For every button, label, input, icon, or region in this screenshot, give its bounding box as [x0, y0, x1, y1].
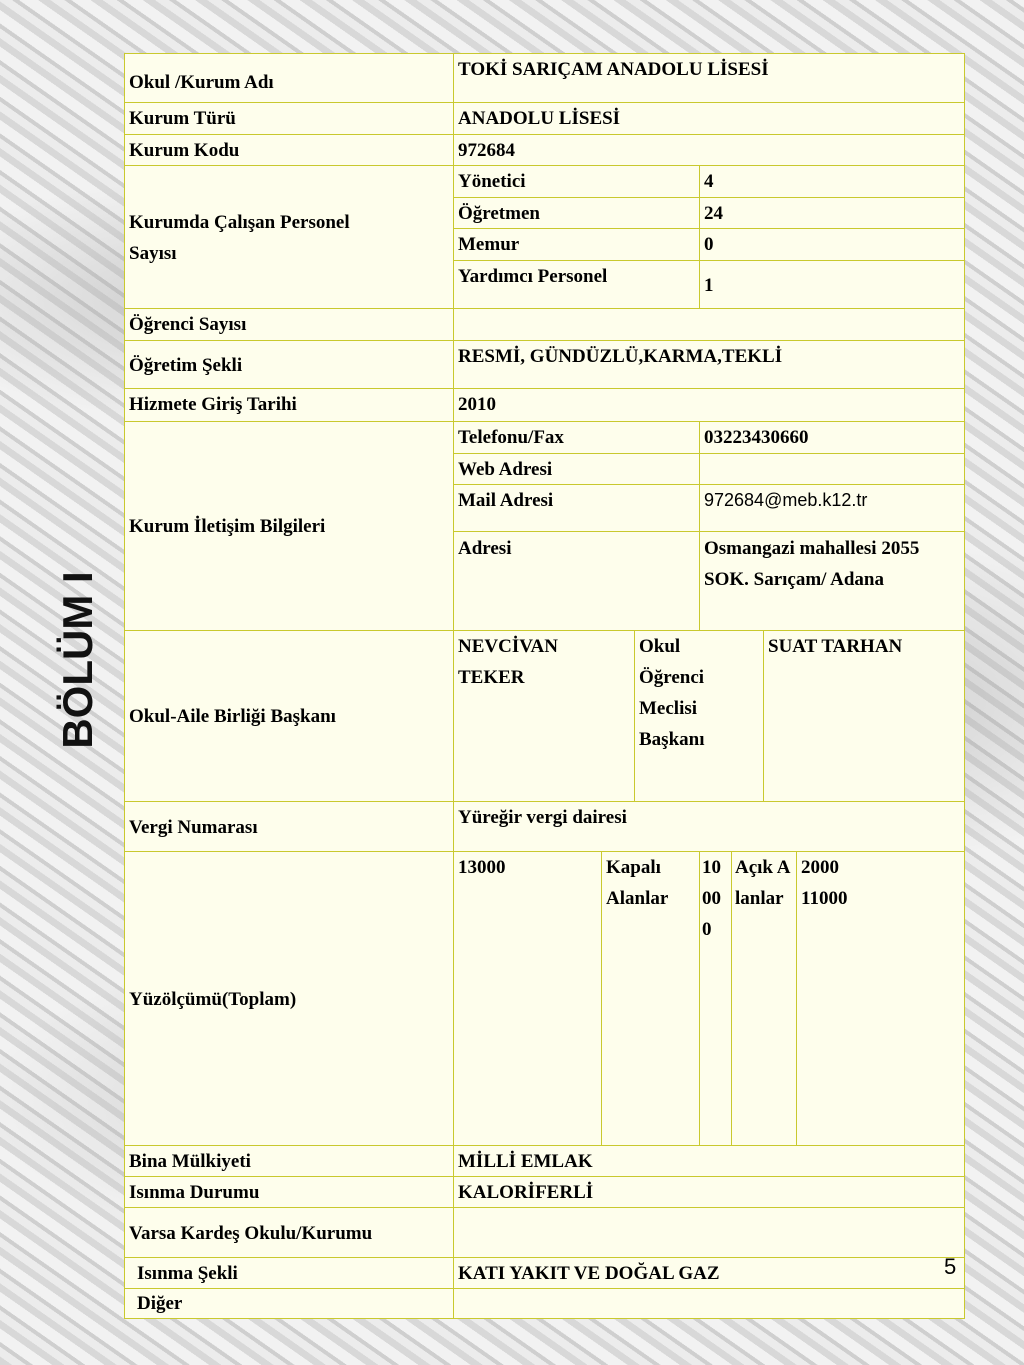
page-number: 5: [944, 1254, 957, 1279]
label-kurum-kodu: Kurum Kodu: [124, 134, 455, 167]
value-isinma-sekli: KATI YAKIT VE DOĞAL GAZ: [453, 1257, 965, 1290]
label-yonetici: Yönetici: [453, 165, 701, 199]
value-telefon: 03223430660: [699, 421, 965, 455]
label-bina: Bina Mülkiyeti: [124, 1145, 455, 1178]
label-kapali: Kapalı Alanlar: [601, 851, 701, 1147]
label-ogretim-sekli: Öğretim Şekli: [124, 340, 455, 390]
label-telefon: Telefonu/Fax: [453, 421, 701, 455]
value-okul-aile-text: NEVCİVAN TEKER: [458, 636, 558, 688]
value-kapali: 10000: [699, 851, 733, 1147]
label-okul-aile: Okul-Aile Birliği Başkanı: [124, 630, 455, 803]
label-meclis-text: Okul Öğrenci Meclisi Başkanı: [639, 636, 705, 750]
label-meclis: [634, 630, 765, 803]
value-web[interactable]: [699, 453, 965, 486]
value-acik-text: 2000 11000: [801, 857, 848, 909]
value-ogretim-sekli: RESMİ, GÜNDÜZLÜ,KARMA,TEKLİ: [453, 340, 965, 390]
label-diger: Diğer: [124, 1288, 455, 1319]
value-isinma-durumu: KALORİFERLİ: [453, 1176, 965, 1209]
value-ogretmen: 24: [699, 197, 965, 230]
label-personel-text: Kurumda Çalışan Personel Sayısı: [129, 211, 350, 264]
label-isinma-durumu: Isınma Durumu: [124, 1176, 455, 1209]
value-memur: 0: [699, 228, 965, 262]
label-okul-adi: Okul /Kurum Adı: [124, 53, 455, 104]
label-hizmete-giris: Hizmete Giriş Tarihi: [124, 388, 455, 423]
label-kurum-turu: Kurum Türü: [124, 102, 455, 136]
label-iletisim: Kurum İletişim Bilgileri: [124, 421, 455, 632]
label-acik: Açık Alanlar: [731, 851, 798, 1147]
value-kurum-turu: ANADOLU LİSESİ: [453, 102, 965, 136]
value-yuzolcumu: 13000: [453, 851, 603, 1147]
value-adres: Osmangazi mahallesi 2055 SOK. Sarıçam/ Adana: [699, 531, 965, 632]
value-okul-adi: TOKİ SARIÇAM ANADOLU LİSESİ: [453, 53, 965, 104]
label-adres: Adresi: [453, 531, 701, 632]
label-memur: Memur: [453, 228, 701, 262]
label-vergi: Vergi Numarası: [124, 801, 455, 853]
value-diger: [453, 1288, 965, 1319]
value-mail[interactable]: 972684@meb.k12.tr: [699, 484, 965, 533]
value-yardimci: 1: [699, 260, 965, 310]
label-mail: Mail Adresi: [453, 484, 701, 533]
value-vergi: Yüreğir vergi dairesi: [453, 801, 965, 853]
value-okul-aile: [453, 630, 636, 803]
value-bina: MİLLİ EMLAK: [453, 1145, 965, 1178]
label-yardimci: Yardımcı Personel: [453, 260, 701, 310]
value-ogrenci-sayisi: [453, 308, 965, 342]
label-kardes: Varsa Kardeş Okulu/Kurumu: [124, 1207, 455, 1259]
section-title: BÖLÜM I: [54, 571, 101, 749]
value-yonetici: 4: [699, 165, 965, 199]
label-web: Web Adresi: [453, 453, 701, 486]
value-meclis: SUAT TARHAN: [763, 630, 965, 803]
label-personel: [124, 165, 455, 310]
label-yuzolcumu: Yüzölçümü(Toplam): [124, 851, 455, 1147]
value-hizmete-giris: 2010: [453, 388, 965, 423]
label-ogretmen: Öğretmen: [453, 197, 701, 230]
value-kurum-kodu: 972684: [453, 134, 965, 167]
value-acik: [796, 851, 965, 1147]
label-ogrenci-sayisi: Öğrenci Sayısı: [124, 308, 455, 342]
label-isinma-sekli: Isınma Şekli: [124, 1257, 455, 1290]
value-kardes: [453, 1207, 965, 1259]
